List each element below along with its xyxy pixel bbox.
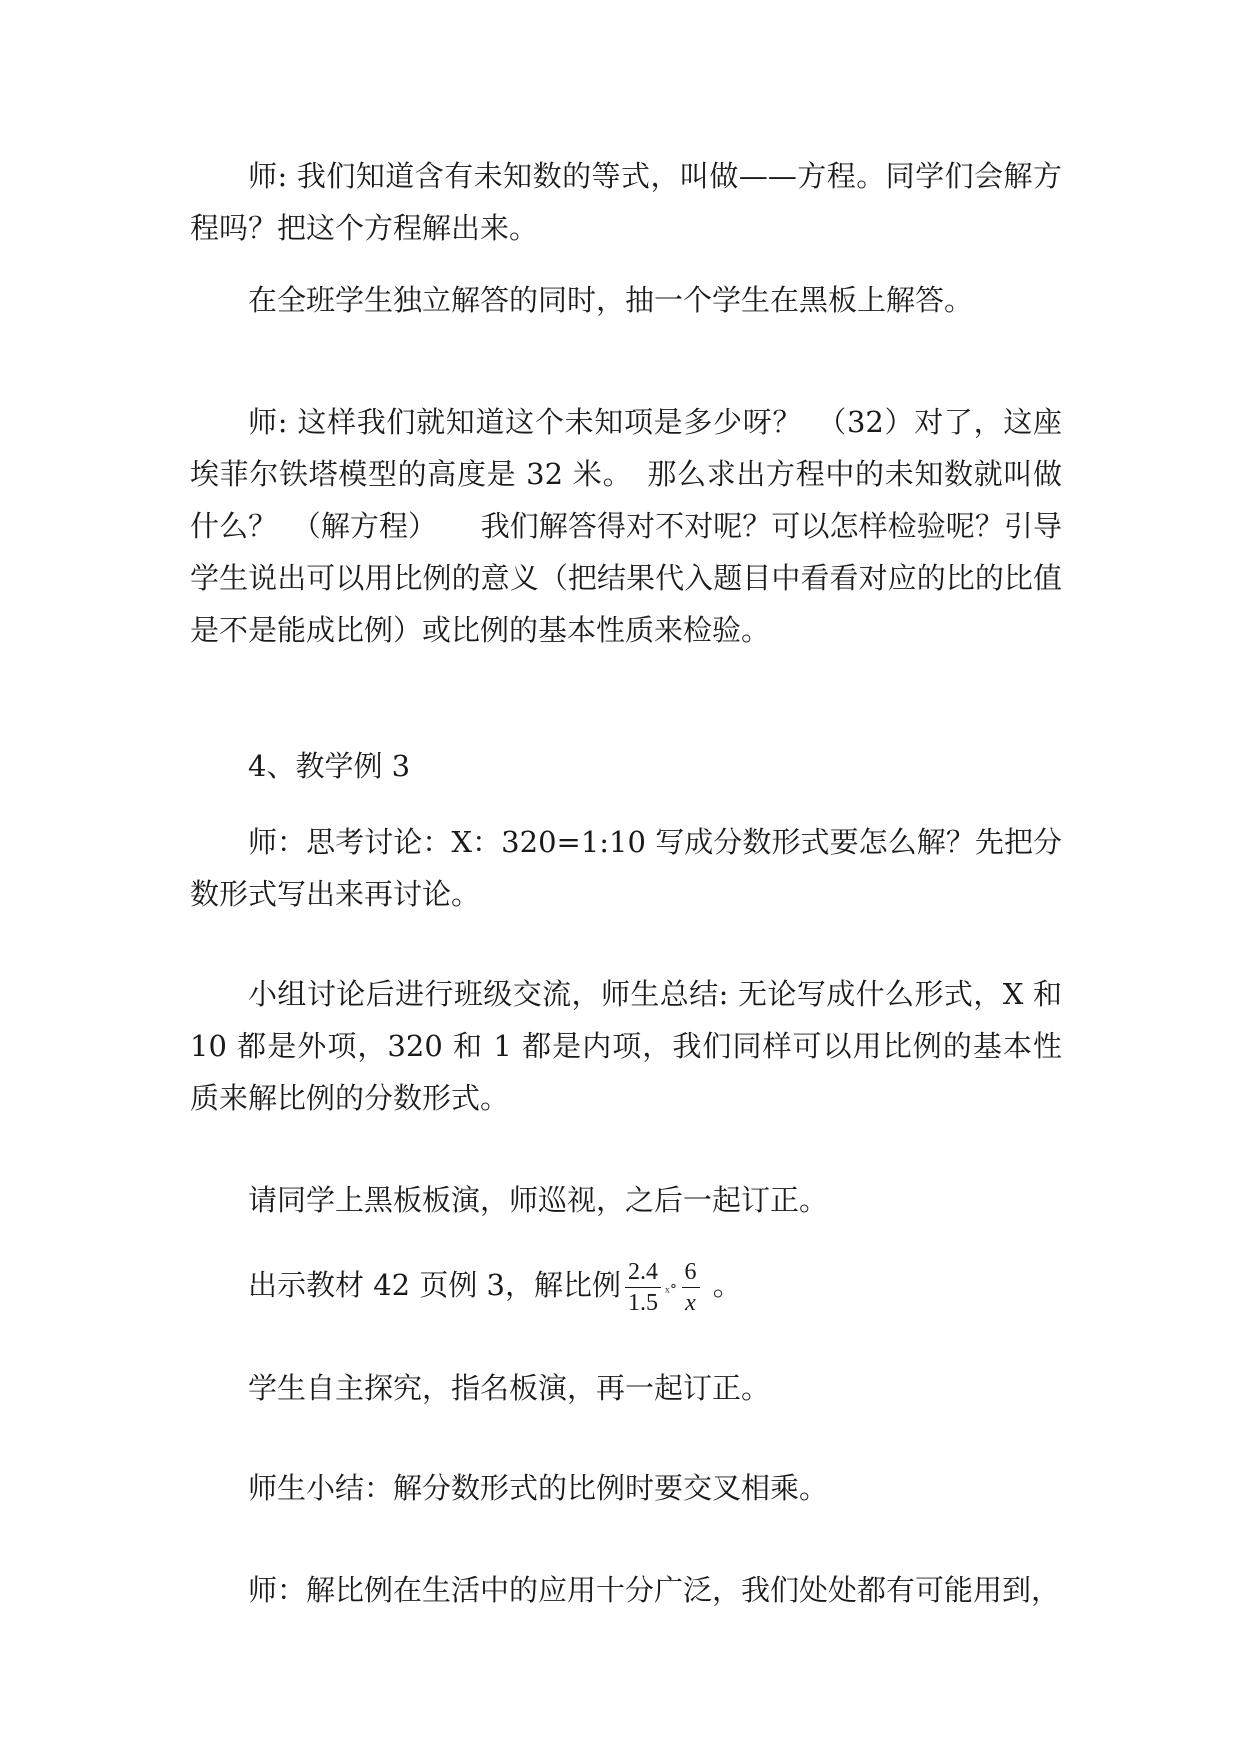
fraction-left-denominator: 1.5 [628,1289,659,1316]
example-3-prefix: 出示教材 42 页例 3，解比例 [248,1268,622,1302]
paragraph-group-summary: 小组讨论后进行班级交流，师生总结: 无论写成什么形式，X 和 10 都是外项，320 和 1 都是内项，我们同样可以用比例的基本性质来解比例的分数形式。 [190,977,1062,1115]
example-3-suffix: 。 [703,1268,742,1302]
paragraph-teacher-discussion: 师：思考讨论：X：320=1:10 写成分数形式要怎么解？先把分数形式写出来再讨论。 [190,825,1062,911]
paragraph-teacher-application: 师：解比例在生活中的应用十分广泛，我们处处都有可能用到， [248,1573,1061,1607]
paragraph-student-explore: 学生自主探究，指名板演，再一起订正。 [248,1371,771,1405]
paragraph-teacher-equation: 师: 我们知道含有未知数的等式，叫做——方程。同学们会解方程吗？把这个方程解出来。 [190,159,1062,245]
paragraph-teacher-check: 师: 这样我们就知道这个未知项是多少呀？ （32）对了，这座埃菲尔铁塔模型的高度是 32 米。 那么求出方程中的未知数就叫做什么？ （解方程） 我们解答得对不对呢？可以怎样检验呢？引导学生说出可以用比例的意义（把结果代入题目中看看对应的比的比值是不是能成比例）或比例的基本性质来检验。 [190,405,1062,647]
equals-glyph: ₓ∘ [665,1278,678,1295]
fraction-right-denominator: x [685,1289,696,1316]
fraction-left [625,1257,661,1318]
fraction-right-numerator: 6 [682,1257,700,1288]
paragraph-student-solving: 在全班学生独立解答的同时，抽一个学生在黑板上解答。 [248,283,974,317]
paragraph-summary-cross-multiply: 师生小结：解分数形式的比例时要交叉相乘。 [248,1471,829,1505]
fraction-left-numerator: 2.4 [625,1257,661,1288]
fraction-right [682,1257,700,1318]
paragraph-blackboard: 请同学上黑板板演，师巡视，之后一起订正。 [248,1183,829,1217]
section-heading-example-3: 4、教学例 3 [248,749,411,783]
paragraph-example-3-proportion [190,1255,1062,1318]
